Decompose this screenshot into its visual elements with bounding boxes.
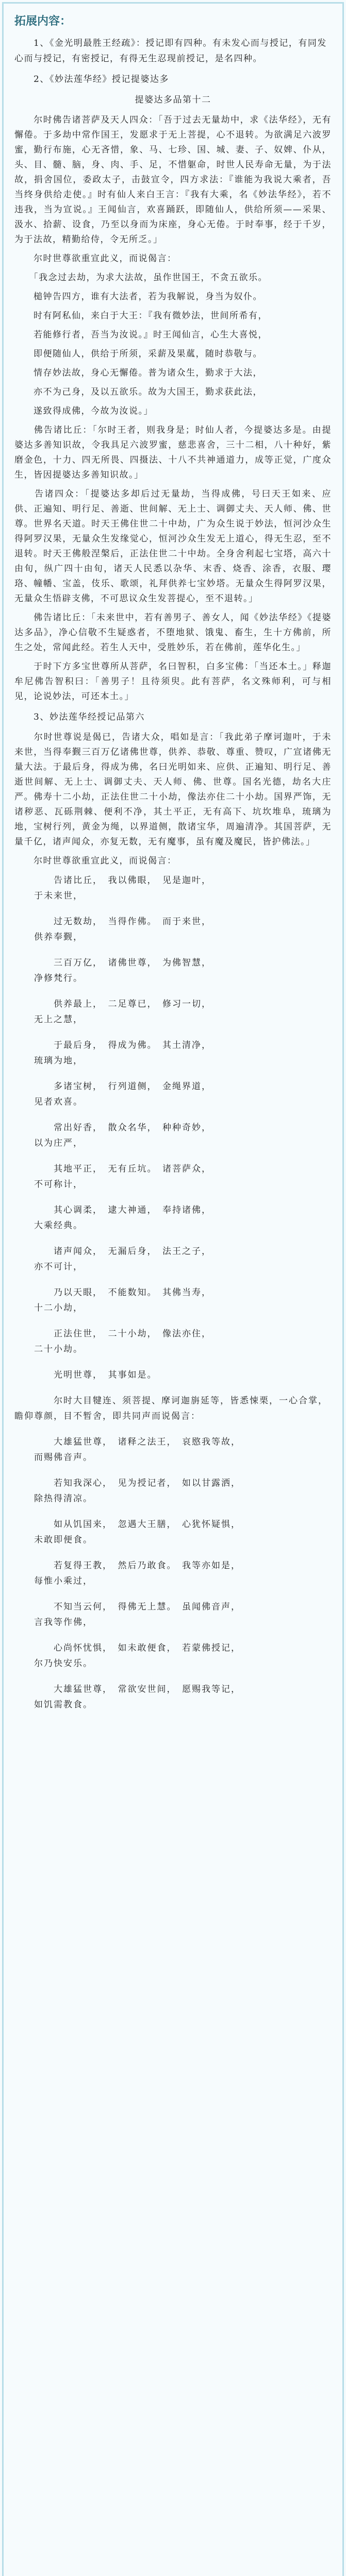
verse: 乃以天眼， 不能数知。 其佛当寿， 十二小劫， [34,1287,211,1313]
paragraph: 即便随仙人，供给于所须，采薪及果蓏，随时恭敬与。 [14,349,262,359]
paragraph: 尔时世尊欲重宣此义，而说偈言： [14,253,177,264]
verse-list [14,873,332,1713]
header [14,12,332,28]
verse: 告诸比丘， 我以佛眼， 见是迦叶， 于未来世， [34,875,211,901]
verse: 若复得王教， 然后乃敢食。 我等亦如是， 每惟小乘过， [34,1561,241,1586]
verse: 大雄猛世尊， 常欲安世间， 愿赐我等记， 如饥需教食。 [34,1684,241,1710]
verse: 光明世尊， 其事如是。 [14,1370,157,1380]
chapter-body-2 [14,730,332,869]
paragraph: 尔时佛告诸菩萨及天人四众：「吾于过去无量劫中，求《法华经》，无有懈倦。于多劫中常作国王，发愿求于无上菩提，心不退转。为欲满足六波罗蜜，勤行布施，心无吝惜，象、马、七珍、国、城、妻、子、奴婢、仆从，头、目、髓、脑，身、肉、手、足，不惜躯命，时世人民寿命无量，为于法故，捐舍国位，委政太子，击鼓宣令，四方求法：『谁能为我说大乘者，吾当终身供给走使。』时有仙人来白王言：『我有大乘，名《妙法华经》，若不违我，当为宣说。』王闻仙言，欢喜踊跃，即随仙人，供给所须——采果、汲水、拾薪、设食，乃至以身而为床座，身心无倦。于时奉事，经于千岁，为于法故，精勤给侍，令无所乏。」 [14,115,332,245]
paragraph: 情存妙法故，身心无懈倦。普为诸众生，勤求于大法， [14,368,262,378]
item-3: 3、妙法莲华经授记品第六 [14,712,145,722]
chapter-body [14,113,332,704]
verse: 诸声闻众， 无漏后身， 法王之子， 亦不可计， [34,1246,211,1272]
paragraph: 若能修行者，吾当为汝说。』时王闻仙言，心生大喜悦， [14,330,268,340]
verse: 正法住世， 二十小劫， 像法亦住， 二十小劫。 [34,1329,211,1354]
paragraph: 佛告诸比丘：「未来世中，若有善男子、善女人，闻《妙法华经》《提婆达多品》，净心信敬不生疑惑者，不堕地狱、饿鬼、畜生，生十方佛前，所生之处，常闻此经。若生人天中，受胜妙乐，若在佛前，莲华化生。」 [14,613,332,653]
verse: 心尚怀忧惧， 如未敢便食， 若蒙佛授记， 尔乃快安乐。 [34,1643,241,1669]
verse: 多诸宝树， 行列道侧， 金绳界道， 见者欢喜。 [34,1081,211,1107]
verse: 其心调柔， 逮大神通， 奉持诸佛， 大乘经典。 [34,1205,211,1231]
verse: 其地平正， 无有丘坑。 诸菩萨众， 不可称计， [34,1164,211,1190]
paragraph: 遂致得成佛，今故为汝说。」 [14,406,153,416]
chapter-heading: 提婆达多品第十二 [135,95,211,105]
verse: 三百万亿， 诸佛世尊， 为佛智慧， 净修梵行。 [34,958,211,984]
verse: 尔时大目犍连、须菩提、摩诃迦旃延等，皆悉悚栗，一心合掌，瞻仰尊颜，目不暂舍，即共同声而说偈言： [14,1396,328,1421]
paragraph: 「我念过去劫，为求大法故，虽作世国王，不贪五欲乐。 [14,273,268,283]
verse: 于最后身， 得成为佛。 其土清净， 琉璃为地， [34,1040,211,1066]
section-title: 拓展内容： [14,15,72,28]
verse: 若知我深心， 见为授记者， 如以甘露洒， 除热得清凉。 [34,1478,241,1504]
paragraph: 佛告诸比丘：「尔时王者，则我身是；时仙人者，今提婆达多是。由提婆达多善知识故，令我具足六波罗蜜，慈悲喜舍，三十二相，八十种好，紫磨金色，十力、四无所畏、四摄法、十八不共神通道力，成等正觉，广度众生，皆因提婆达多善知识故。」 [14,425,332,480]
item-1: 1、《金光明最胜王经疏》：授记即有四种。有未发心而与授记，有同发心而与授记，有密授记，有得无生忍现前授记，是名四种。 [14,38,327,64]
verse: 常出好香， 散众名华， 种种奇妙， 以为庄严， [34,1123,211,1148]
paragraph: 时有阿私仙，来白于大王：『我有微妙法，世间所希有， [14,311,268,321]
paragraph: 告诸四众：「提婆达多却后过无量劫，当得成佛，号曰天王如来、应供、正遍知、明行足、善逝、世间解、无上士、调御丈夫、天人师、佛、世尊。世界名天道。时天王佛住世二十中劫，广为众生说于妙法，恒河沙众生得阿罗汉果，无量众生发缘觉心，恒河沙众生发无上道心，得无生忍，至不退转。时天王佛般涅槃后，正法住世二十中劫。全身舍利起七宝塔，高六十由旬，纵广四十由旬，诸天人民悉以杂华、末香、烧香、涂香，衣服、璎珞、幢幡、宝盖，伎乐、歌颂，礼拜供养七宝妙塔。无量众生得阿罗汉果，无量众生悟辟支佛，不可思议众生发菩提心，至不退转。」 [14,489,332,604]
verse: 供养最上， 二足尊已， 修习一切， 无上之慧， [34,999,211,1025]
verse: 如从饥国来， 忽遇大王膳， 心犹怀疑惧， 未敢即便食。 [34,1519,241,1545]
paragraph: 尔时世尊说是偈已，告诸大众，唱如是言：「我此弟子摩诃迦叶，于未来世，当得奉觐三百万亿诸佛世尊，供养、恭敬、尊重、赞叹，广宣诸佛无量大法。于最后身，得成为佛，名曰光明如来、应供、正遍知、明行足、善逝世间解、无上士、调御丈夫、天人师、佛、世尊。国名光德，劫名大庄严。佛寿十二小劫，正法住世二十小劫，像法亦住二十小劫。国界严饰，无诸秽恶、瓦砾荆棘、便利不净，其土平正，无有高下、坑坎堆阜，琉璃为地，宝树行列，黄金为绳，以界道侧，散诸宝华，周遍清净。其国菩萨，无量千亿，诸声闻众，亦复无数，无有魔事，虽有魔及魔民，皆护佛法。」 [14,732,332,847]
paragraph: 亦不为己身，及以五欲乐。故为大国王，勤求获此法， [14,387,262,397]
verse: 大雄猛世尊， 诸释之法王， 哀愍我等故， 而赐佛音声。 [34,1437,241,1463]
paragraph: 尔时世尊欲重宣此义，而说偈言： [14,856,177,866]
verse: 不知当云何， 得佛无上慧。 虽闻佛音声， 言我等作佛， [34,1602,241,1628]
item-2: 2、《妙法莲华经》授记提婆达多 [14,74,169,84]
verse: 过无数劫， 当得作佛。 而于来世， 供养奉觐， [34,917,211,942]
paragraph: 槌钟告四方，谁有大法者，若为我解说，身当为奴仆。 [14,292,262,302]
paragraph: 于时下方多宝世尊所从菩萨，名曰智积，白多宝佛：「当还本土。」释迦牟尼佛告智积曰：「善男子！且待须臾。此有菩萨，名文殊师利，可与相见，论说妙法，可还本土。」 [14,662,332,702]
